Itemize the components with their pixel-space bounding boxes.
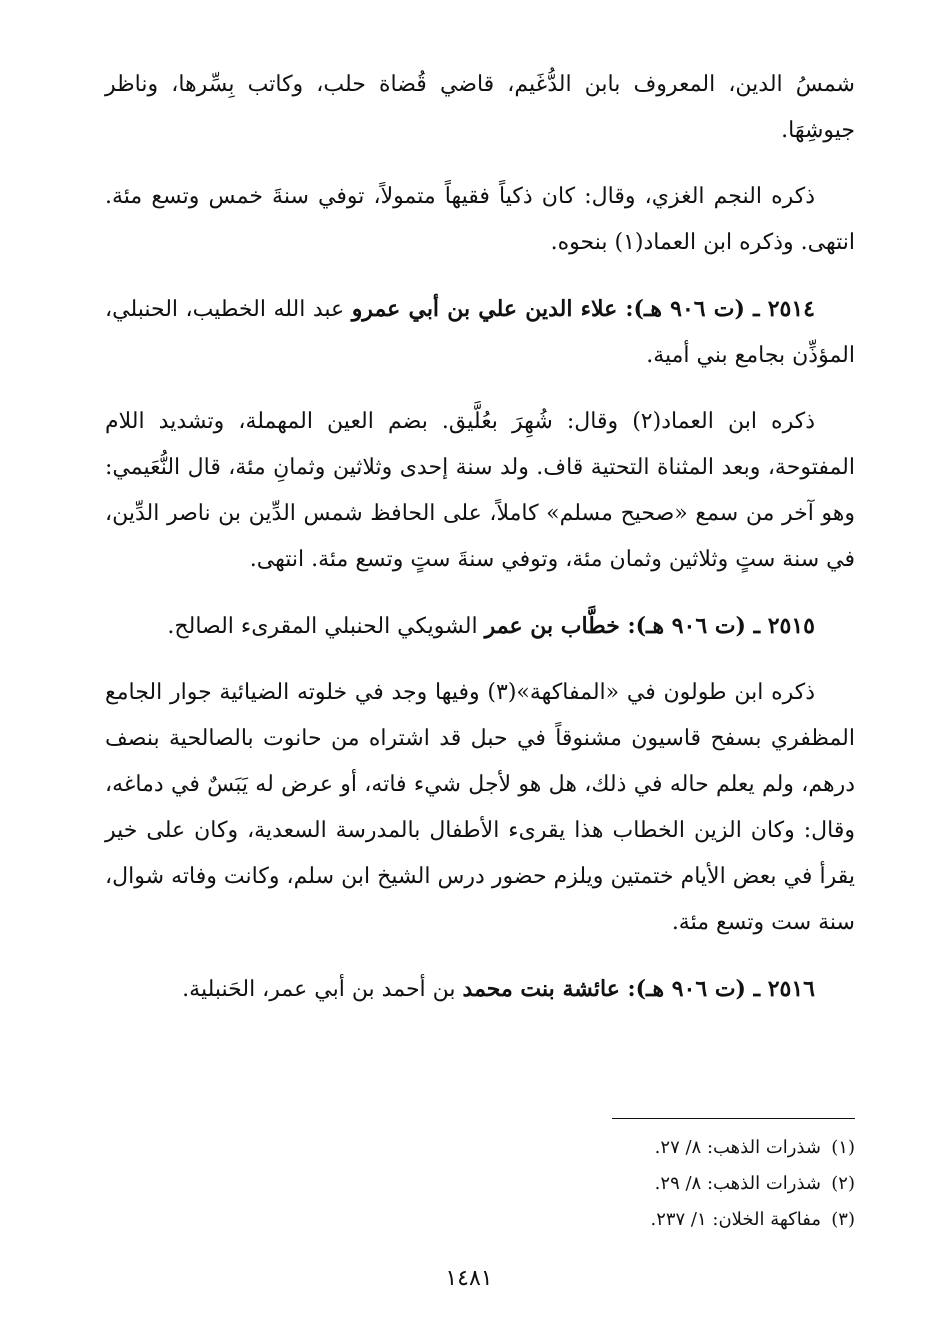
footnote-3-text: مفاكهة الخلان: ١/ ٢٣٧. xyxy=(650,1209,821,1230)
footnote-3-number: (٣) xyxy=(831,1209,855,1230)
footnote-1-number: (١) xyxy=(831,1137,855,1158)
entry-2516-heading xyxy=(105,966,855,1013)
entry-2515-body: ذكره ابن طولون في «المفاكهة»(٣) وفيها وجد في خلوته الضيائية جوار الجامع المظفري بسفح قاسيون مشنوقاً في حبل قد اشتراه من حانوت بالصالحية بنصف درهم، ولم يعلم حاله في ذلك، هل هو لأجل شيء فاته، أو عرض له يَبَسٌ في دماغه، وقال: وكان الزين الخطاب هذا يقرىء الأطفال بالمدرسة السعدية، وكان على خير يقرأ في بعض الأيام ختمتين ويلزم حضور درس الشيخ ابن سلم، وكانت وفاته شوال، سنة ست وتسع مئة. xyxy=(105,680,856,935)
entry-2514-title: ٢٥١٤ ـ (ت ٩٠٦ هـ): علاء الدين علي بن أبي عمرو xyxy=(351,296,815,322)
page-number: ١٤٨١ xyxy=(445,1266,493,1291)
entry-2515-rest: الشويكي الحنبلي المقرىء الصالح. xyxy=(167,614,485,639)
footnote-2 xyxy=(105,1166,855,1202)
page-body xyxy=(105,62,855,1033)
entry-2515-title: ٢٥١٥ ـ (ت ٩٠٦ هـ): خطَّاب بن عمر xyxy=(484,613,815,639)
footnote-3 xyxy=(105,1202,855,1238)
footnotes xyxy=(105,1130,855,1238)
entry-2515-heading xyxy=(105,603,855,650)
paragraph-2: ذكره النجم الغزي، وقال: كان ذكياً فقيهاً متمولاً، توفي سنةَ خمس وتسع مئة. انتهى. وذكره ابن العماد(١) بنحوه. xyxy=(105,184,855,255)
footnote-2-number: (٢) xyxy=(831,1173,855,1194)
entry-2514-rest: عبد الله الخطيب، الحنبلي، المؤذِّن بجامع بني أمية. xyxy=(105,297,855,368)
footnote-1-text: شذرات الذهب: ٨/ ٢٧. xyxy=(654,1137,821,1158)
entry-2514-heading xyxy=(105,286,855,379)
paragraph-1: شمسُ الدين، المعروف بابن الدُّغَيم، قاضي قُضاة حلب، وكاتب بِسِّرها، وناظر جيوشِهَا. xyxy=(105,72,855,143)
entry-2514-body: ذكره ابن العماد(٢) وقال: شُهِرَ بعُلَّيق. بضم العين المهملة، وتشديد اللام المفتوحة، وبعد المثناة التحتية قاف. ولد سنة إحدى وثلاثين وثمانِ مئة، قال النُّعَيمي: وهو آخر من سمع «صحيح مسلم» كاملاً، على الحافظ شمس الدِّين بن ناصر الدِّين، في سنة ستٍ وثلاثين وثمان مئة، وتوفي سنةَ ستٍ وتسع مئة. انتهى. xyxy=(105,409,855,572)
entry-2516-rest: بن أحمد بن أبي عمر، الحَنبلية. xyxy=(182,977,463,1002)
footnote-divider xyxy=(612,1118,855,1119)
footnote-2-text: شذرات الذهب: ٨/ ٢٩. xyxy=(654,1173,821,1194)
footnote-1 xyxy=(105,1130,855,1166)
entry-2516-title: ٢٥١٦ ـ (ت ٩٠٦ هـ): عائشة بنت محمد xyxy=(462,976,815,1002)
